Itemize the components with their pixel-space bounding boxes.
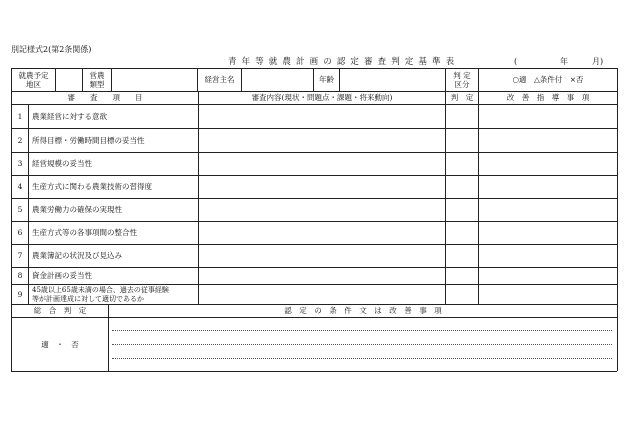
- judgment-legend: ○適 △条件付 ×否: [512, 75, 584, 85]
- farm-type-label-line2: 類型: [89, 80, 105, 89]
- item-number: 7: [17, 251, 23, 261]
- verdict-choice[interactable]: 適 ・ 否: [41, 339, 79, 349]
- item-text: 経営規模の妥当性: [32, 159, 92, 169]
- overall-judgment-label: 総 合 判 定: [33, 306, 87, 316]
- item-text-line2: 等が計画達成に対して適切であるか: [32, 294, 144, 303]
- farm-type-value[interactable]: [112, 69, 197, 91]
- item-text: 農業経営に対する意欲: [32, 111, 107, 121]
- age-value[interactable]: [340, 69, 445, 91]
- form-id: 別記様式2(第2条関係): [11, 45, 92, 54]
- operator-name-value[interactable]: [242, 69, 313, 91]
- column-item: 審 査 項 目: [67, 93, 143, 103]
- planned-area-label-line2: 地区: [26, 80, 41, 89]
- item-number: 8: [17, 271, 23, 281]
- item-text: 農業簿記の状況及び見込み: [32, 251, 122, 261]
- planned-area-label-line1: 就農予定: [18, 70, 49, 80]
- item-number: 2: [17, 135, 23, 145]
- item-number: 3: [17, 159, 23, 169]
- column-judgment: 判 定: [450, 93, 474, 103]
- column-guidance: 改 善 指 導 事 項: [506, 93, 590, 103]
- date-year: 年: [560, 57, 568, 66]
- item-text: [32, 285, 198, 304]
- item-text: 農業労働力の確保の実現性: [32, 205, 122, 215]
- column-content: 審査内容(現状・問題点・課題・将来動向): [251, 93, 393, 103]
- item-number: 1: [17, 111, 23, 121]
- item-number: 6: [17, 228, 23, 238]
- conditions-text-area[interactable]: [109, 318, 617, 371]
- farm-type-label: [83, 69, 111, 91]
- age-label: 年齢: [319, 75, 334, 85]
- planned-area-label: [12, 69, 55, 91]
- item-text-line1: 45歳以上65歳未満の場合、過去の従事経験: [32, 286, 169, 295]
- judgment-class-label-line1: 判 定: [453, 70, 471, 80]
- judgment-class-label: [446, 69, 478, 91]
- item-number: 9: [17, 289, 23, 299]
- item-number: 4: [17, 182, 23, 192]
- item-text: 生産方式等の各事項間の整合性: [32, 228, 137, 238]
- judgment-class-label-line2: 区分: [454, 80, 470, 89]
- item-text: 資金計画の妥当性: [32, 271, 92, 281]
- item-text: 生産方式に関わる農業技術の習得度: [32, 182, 152, 192]
- planned-area-value[interactable]: [56, 69, 82, 91]
- farm-type-label-line1: 営農: [89, 70, 105, 80]
- operator-name-label: 経営主名: [204, 75, 235, 85]
- conditions-label: 認 定 の 条 件 文 は 改 善 事 項: [284, 306, 442, 316]
- date-open: (: [514, 57, 518, 66]
- page-title: 青 年 等 就 農 計 画 の 認 定 審 査 判 定 基 準 表: [228, 57, 456, 67]
- date-month: 月): [592, 57, 604, 66]
- item-number: 5: [17, 205, 23, 215]
- item-text: 所得目標・労働時間目標の妥当性: [32, 135, 145, 145]
